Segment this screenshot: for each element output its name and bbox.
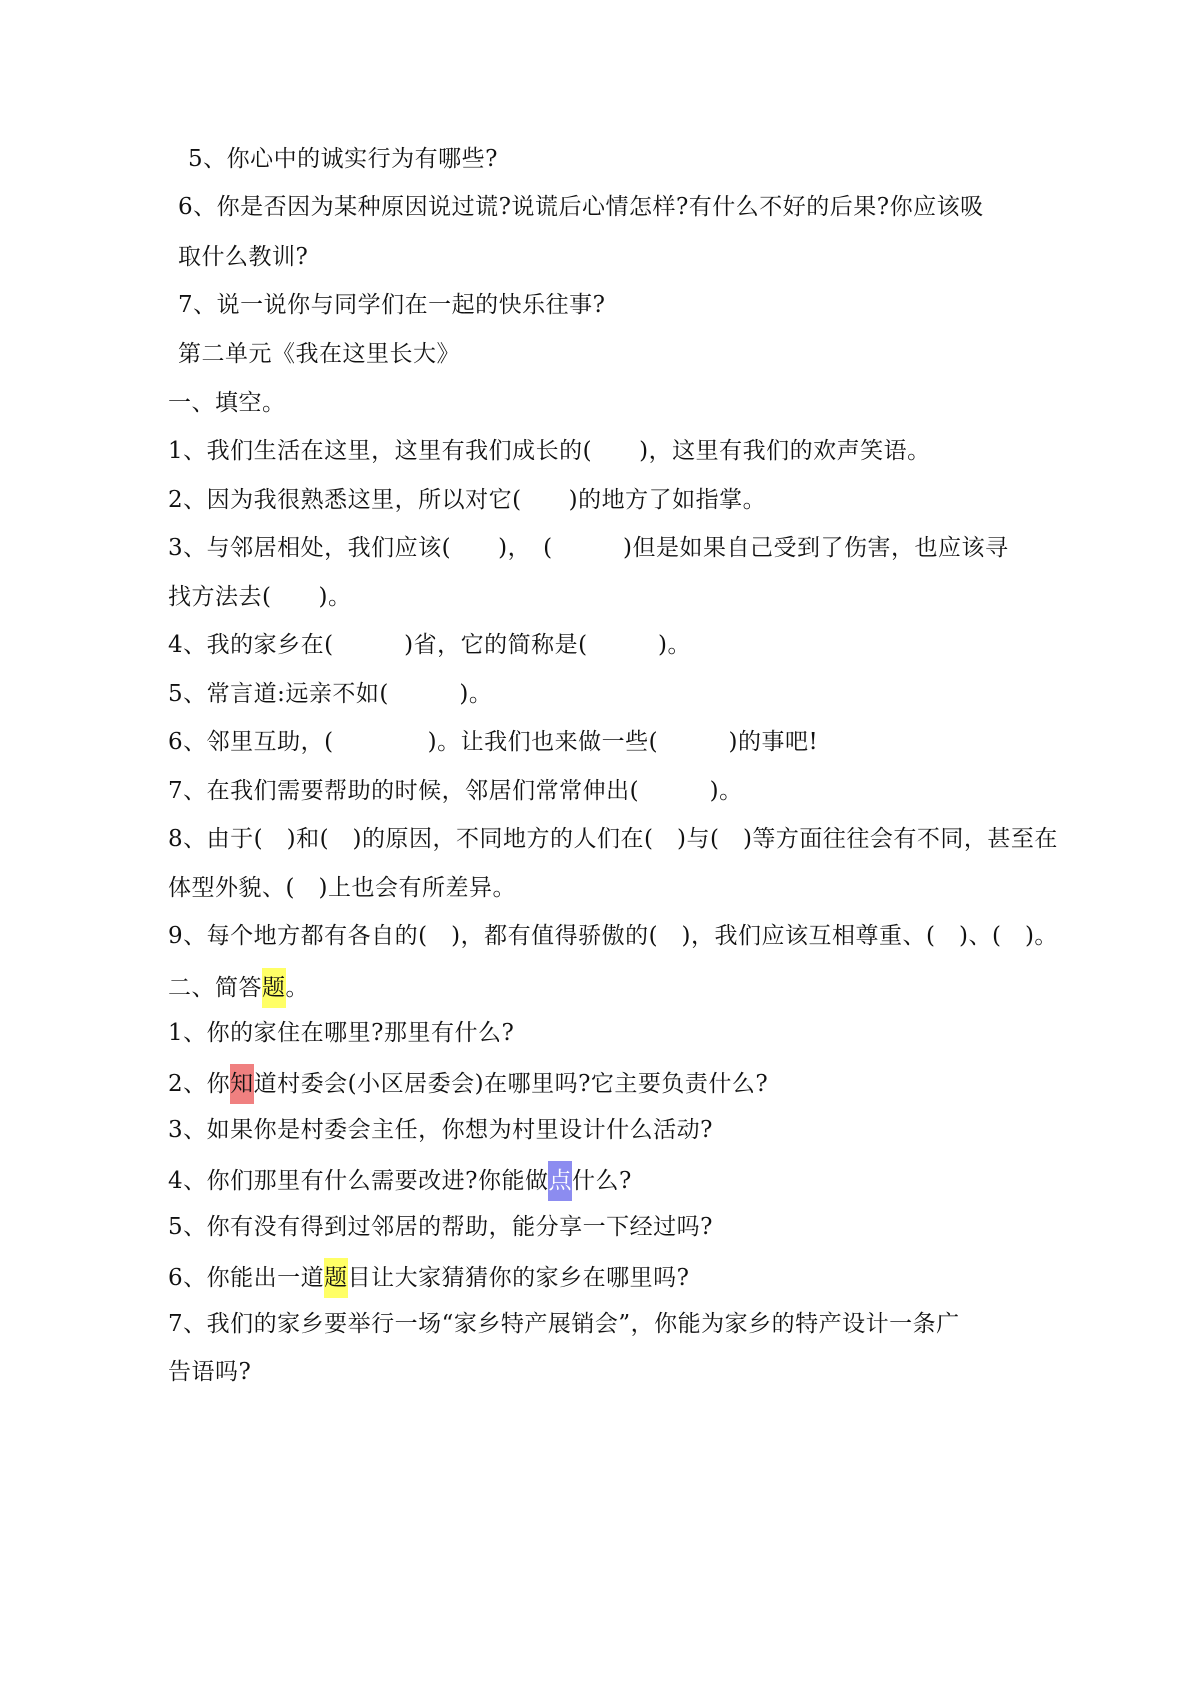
fill-blank-7: 7、在我们需要帮助的时候，邻居们常常伸出( )。 [168, 778, 743, 804]
highlight-red-mark: 知 [230, 1064, 254, 1104]
short-answer-2 [168, 1064, 768, 1104]
fill-blank-8-line2: 体型外貌、( )上也会有所差异。 [168, 875, 516, 901]
short-answer-3: 3、如果你是村委会主任，你想为村里设计什么活动? [168, 1117, 713, 1143]
short-answer-6-rest: 目让大家猜猜你的家乡在哪里吗? [347, 1265, 690, 1291]
unit1-question-6-line1: 6、你是否因为某种原因说过谎?说谎后心情怎样?有什么不好的后果?你应该吸 [178, 194, 984, 220]
fill-blank-9: 9、每个地方都有各自的( )，都有值得骄傲的( )，我们应该互相尊重、( )、( )。 [168, 923, 1058, 949]
short-answer-2-start: 2、你 [168, 1071, 231, 1097]
highlight-blue-mark: 点 [548, 1161, 572, 1201]
section2-heading [168, 968, 309, 1008]
short-answer-6 [168, 1258, 689, 1298]
fill-blank-3-line2: 找方法去( )。 [168, 584, 352, 610]
fill-blank-5: 5、常言道:远亲不如( )。 [168, 681, 493, 707]
section2-heading-text: 二、简答 [168, 975, 262, 1001]
short-answer-4-start: 4、你们那里有什么需要改进?你能做 [168, 1168, 549, 1194]
fill-blank-2: 2、因为我很熟悉这里，所以对它( )的地方了如指掌。 [168, 487, 767, 513]
section1-heading: 一、填空。 [168, 390, 286, 416]
short-answer-7-line1: 7、我们的家乡要举行一场“家乡特产展销会”，你能为家乡的特产设计一条广 [168, 1311, 960, 1337]
short-answer-6-start: 6、你能出一道 [168, 1265, 325, 1291]
fill-blank-3-line1: 3、与邻居相处，我们应该( )， ( )但是如果自己受到了伤害，也应该寻 [168, 535, 1009, 561]
fill-blank-6: 6、邻里互助，( )。让我们也来做一些( )的事吧! [168, 729, 819, 755]
highlight-yellow-mark: 题 [262, 968, 286, 1008]
section2-heading-end: 。 [285, 975, 309, 1001]
short-answer-4 [168, 1161, 632, 1201]
highlight-yellow-mark-2: 题 [324, 1258, 348, 1298]
fill-blank-4: 4、我的家乡在( )省，它的简称是( )。 [168, 632, 692, 658]
unit1-question-7: 7、说一说你与同学们在一起的快乐往事? [178, 292, 606, 318]
unit2-title: 第二单元《我在这里长大》 [178, 341, 460, 367]
short-answer-5: 5、你有没有得到过邻居的帮助，能分享一下经过吗? [168, 1214, 713, 1240]
fill-blank-1: 1、我们生活在这里，这里有我们成长的( )，这里有我们的欢声笑语。 [168, 438, 931, 464]
short-answer-7-line2: 告语吗? [168, 1359, 252, 1385]
fill-blank-8-line1: 8、由于( )和( )的原因，不同地方的人们在( )与( )等方面往往会有不同，甚至在 [168, 826, 1058, 852]
short-answer-4-rest: 什么? [571, 1168, 632, 1194]
unit1-question-5: 5、你心中的诚实行为有哪些? [188, 146, 498, 172]
short-answer-1: 1、你的家住在哪里?那里有什么? [168, 1020, 515, 1046]
short-answer-2-rest: 道村委会(小区居委会)在哪里吗?它主要负责什么? [253, 1071, 769, 1097]
unit1-question-6-line2: 取什么教训? [178, 244, 309, 270]
